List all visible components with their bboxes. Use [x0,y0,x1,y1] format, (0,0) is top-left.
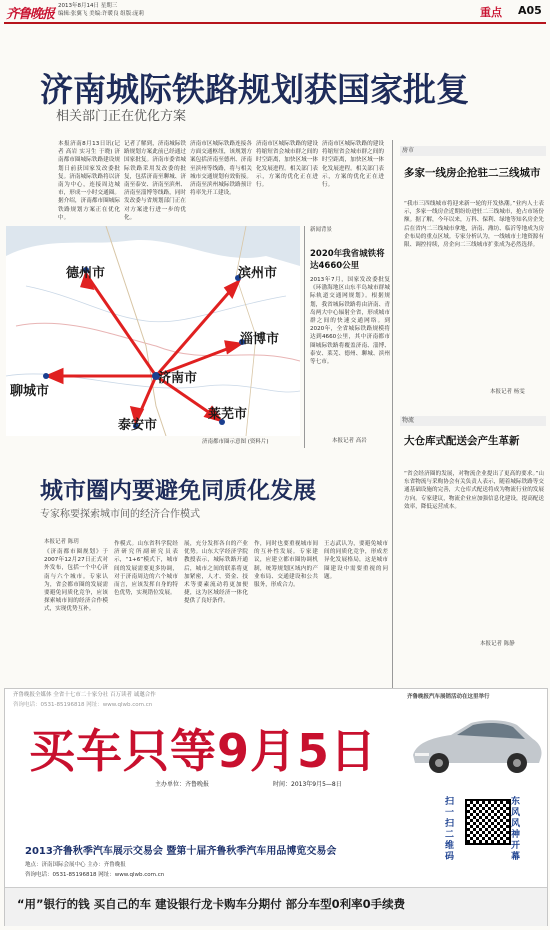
date-line: 2013年8月14日 星期三 [58,3,118,9]
masthead-rule [4,22,546,24]
editors-line: 编辑:张翼飞 美编:许暖良 组版:庞莉 [58,11,145,17]
sidebar-1-body: “我市三四线城市将迎来新一轮的开发热潮。”业内人士表示，多家一线房企近期纷纷进驻二三线城市，抢占市场份额。据了解，今年以来，万科、保利、绿地等知名房企先后在省内二三线城市拿地，济南、潍坊、临沂等地成为房企布局的重点区域。专家分析认为，一线城市土地资源有限、调控持续，房企向二三线城市扩张成为必然选择。 [404,201,544,249]
city-label-dezhou: 德州市 [66,266,106,281]
ad-host: 主办单位：齐鲁晚报 [155,781,210,788]
qr-code [465,799,511,845]
ad-big-text: 买车只等9月5日 [29,724,378,778]
section-label: 重点 [480,6,502,19]
article-2-col-4: 作，同时也要重视城市间的互补性发展。专家建议，应建立都市圈协调机制，统筹规划区域内的产业布局、交通建设和公共服务，形成合力。 [254,541,318,589]
news-box [310,226,390,448]
sidebar-1-tag: 房市 [400,146,546,156]
ad-right-top: 齐鲁晚报汽车展销活动在这里举行 [407,694,490,700]
headline-1: 济南城际铁路规划获国家批复 [40,70,469,109]
article-1-col-4: 济南市区城际铁路的建设将缩短省会城市群之间的时空距离，加快区域一体化发展进程。相关部门表示，方案的优化正在进行。 [256,141,318,189]
article-1-col-2: 记者了解到，济南城际铁路规划方案此前已经通过国家批复。济南市委省城际铁路采用发改委的批复，包括济南至聊城、济南至泰安、济南至滨州、济南至淄博等线路，同时发改委与省规划部门正在对方案进行进一步的优化。 [124,141,186,221]
car-image [405,711,545,779]
logo: 齐鲁晚报 [6,7,55,22]
page-number: A05 [518,4,542,17]
article-2-col-2: 作模式。山东省科学院经济研究所副研究员表示，“1+6”模式下，城市间的发展需要更多协调，对于济南周边的六个城市而言，应该发挥自身的特色优势，实现错位发展。 [114,541,178,597]
news-box-title: 2020年我省城铁将达4660公里 [310,249,385,271]
ad-scan-text: 扫一扫二维码 [445,797,455,862]
city-label-binzhou: 滨州市 [238,266,278,281]
sidebar-1-byline: 本报记者 杨雯 [490,389,525,395]
article-2-col-3: 展，充分发挥各自的产业优势。山东大学经济学院教授表示，城际铁路开通后，城市之间的联系将更加紧密，人才、资金、技术等要素流动将更加便捷，这为区域经济一体化提供了良好条件。 [184,541,248,605]
city-label-taian: 泰安市 [118,418,158,433]
city-label-zibo: 淄博市 [240,332,280,347]
city-label-liaocheng: 聊城市 [10,384,50,399]
article-2-byline: 本报记者 陈玥 [44,539,79,545]
subheadline-1: 相关部门正在优化方案 [56,109,187,124]
ad-frame [4,688,548,926]
ad-top-line-2: 咨询电话：0531-85196818 网址：www.qlwb.com.cn [13,702,153,708]
sidebar-1-title: 多家一线房企抢驻二三线城市 [404,167,541,179]
article-2-col-1: 《济南都市圈规划》于2007年12月27日正式对外发布，包括一个中心济南与六个城市。专家认为，省会都市圈的发展需要避免同质化竞争，应该探索城市间的经济合作模式，实现优势互补。 [44,549,108,613]
headline-2: 城市圈内要避免同质化发展 [40,478,316,504]
city-label-jinan: 济南市 [158,371,198,386]
ad-expo-title: 2013齐鲁秋季汽车展示交易会 暨第十届齐鲁秋季汽车用品博览交易会 [25,846,337,857]
news-box-body: 2013年7月，国家发改委批复《环渤海地区山东半岛城市群城际轨道交通网规划》。根据规划，我省城际铁路将由济南、青岛两大中心辐射全省，形成城市群之间的快速交通网络。到2020年，全省城际铁路规模将达到4660公里，其中济南都市圈城际铁路将覆盖济南、淄博、泰安、莱芜、德州、聊城、滨州等七市。 [310,277,390,366]
masthead [0,0,550,22]
article-1-col-5: 济南市区城际铁路的建设将缩短省会城市群之间的时空距离，加快区域一体化发展进程。相关部门表示，方案的优化正在进行。 [322,141,384,189]
sidebar-2-title: 大仓库式配送会产生革新 [404,435,520,447]
map-caption: 济南都市圈示意图 (资料片) [202,439,269,445]
subheadline-2: 专家称要探索城市间的经济合作模式 [40,509,200,520]
article-1-col-1: 本报济南8月13日讯(记者 高岩 实习生 于晓) 济南都市圈城际铁路建设规划日前获国家发改委批复。济南城际铁路将以济南为中心，连接周边城市，形成一小时交通圈。据介绍，济南都市圈城际铁路规划方案正在优化中。 [58,141,120,221]
sidebar-2-tag: 物流 [400,416,546,426]
article-2-col-5: 王志武认为，要避免城市间的同质化竞争，形成差异化发展格局，这是城市圈建设中需要重视的问题。 [324,541,388,580]
ad-time: 时间：2013年9月5—8日 [273,781,342,788]
city-label-laiwu: 莱芜市 [208,407,248,422]
news-box-byline: 本报记者 高岩 [332,438,367,444]
sidebar-2-body: “省会经济圈的发展，对物流企业提出了更高的要求。”山东省物流与采购协会有关负责人表示，随着城际铁路等交通基础设施的完善，大仓库式配送将成为物流行业的发展方向。专家建议，物流企业应加强信息化建设，提高配送效率，降低运营成本。 [404,471,544,510]
map-figure [6,226,300,446]
ad-brand-text: 东风风神开幕 [511,797,521,862]
article-1-col-3: 济南市区城际铁路连接各方面交通枢纽，该规划方案包括济南至德州、济南至滨州等线路，将与相关城市交通规划有效衔接。济南至滨州城际铁路预计将率先开工建设。 [190,141,252,197]
ad-top-line: 齐鲁晚报全媒体 全省十七市二十家分社 百万读者 诚邀合作 [13,692,156,698]
ad-info-2: 咨询电话：0531-85196818 网址：www.qlwb.com.cn [25,872,165,878]
sidebar-2-byline: 本报记者 陈静 [480,641,515,647]
news-box-rule [304,226,305,448]
ad-info-1: 地点：济南国际会展中心 主办：齐鲁晚报 [25,862,126,868]
ad-slogan: “用”银行的钱 买自己的车 建设银行龙卡购车分期付 部分车型0利率0手续费 [17,897,406,911]
news-box-kicker: 新闻背景 [310,227,333,233]
